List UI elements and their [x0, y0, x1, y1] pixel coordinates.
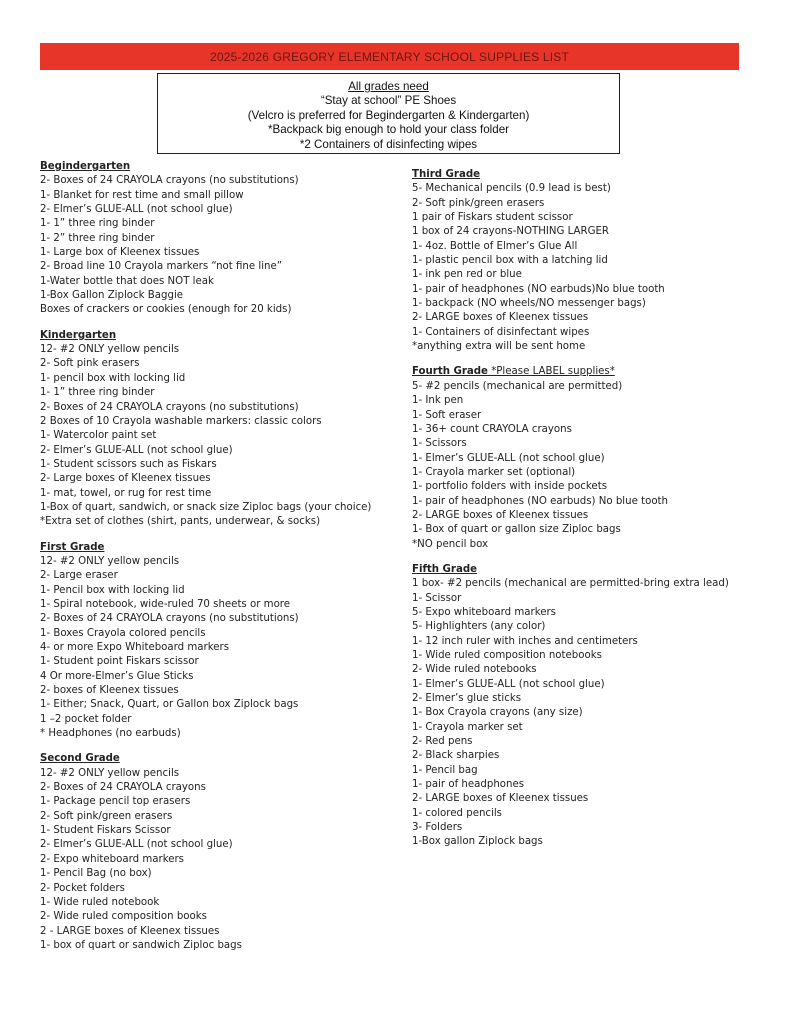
- supply-item: 5- Mechanical pencils (0.9 lead is best): [412, 183, 611, 195]
- supply-item: 1- Watercolor paint set: [40, 430, 157, 442]
- supply-item: 2- Boxes of 24 CRAYOLA crayons: [40, 782, 206, 794]
- supply-item: 2- LARGE boxes of Kleenex tissues: [412, 793, 589, 805]
- supply-item: 12- #2 ONLY yellow pencils: [40, 555, 180, 567]
- supply-item: 2- Boxes of 24 CRAYOLA crayons (no substitutions): [40, 175, 299, 187]
- supply-item: 1- 1” three ring binder: [40, 387, 155, 399]
- supply-item: 2- Soft pink/green erasers: [412, 197, 545, 209]
- supply-item: 1- Crayola marker set: [412, 721, 523, 733]
- supply-item: 2- Large boxes of Kleenex tissues: [40, 473, 211, 485]
- supply-item: 1- Containers of disinfectant wipes: [412, 326, 590, 338]
- left-column: [40, 160, 380, 964]
- supply-item: 2- Expo whiteboard markers: [40, 853, 184, 865]
- supply-item: Boxes of crackers or cookies (enough for 20 kids): [40, 304, 292, 316]
- supply-item: 2- Broad line 10 Crayola markers “not fine line”: [40, 261, 283, 273]
- grade-section: [412, 168, 712, 354]
- section-heading: [40, 329, 380, 343]
- section-heading: [412, 563, 712, 577]
- supply-item: 1-Box of quart, sandwich, or snack size Ziploc bags (your choice): [40, 501, 372, 513]
- supply-item: 1- Spiral notebook, wide-ruled 70 sheets or more: [40, 598, 291, 610]
- section-heading: [412, 365, 712, 379]
- grade-section: [40, 541, 380, 742]
- supply-item: 1- portfolio folders with inside pockets: [412, 481, 608, 493]
- supply-item: 1- Elmer’s GLUE-ALL (not school glue): [412, 678, 605, 690]
- supply-item: 1- Student Fiskars Scissor: [40, 825, 171, 837]
- page-title-banner: [40, 43, 739, 70]
- grade-section: [40, 160, 380, 318]
- supply-item: 1- Ink pen: [412, 395, 464, 407]
- supply-item: 1- pencil box with locking lid: [40, 372, 186, 384]
- supply-item: 1- Soft eraser: [412, 409, 482, 421]
- supply-item: 1- Blanket for rest time and small pillow: [40, 189, 244, 201]
- supply-item: 1 box of 24 crayons-NOTHING LARGER: [412, 226, 610, 238]
- supply-item: 1-Box Gallon Ziplock Baggie: [40, 290, 184, 302]
- supply-item: 1- Pencil bag: [412, 764, 478, 776]
- supply-item: 1- 1” three ring binder: [40, 218, 155, 230]
- supply-item: 1- pair of headphones (NO earbuds)No blue tooth: [412, 283, 665, 295]
- supply-item: 1- Elmer’s GLUE-ALL (not school glue): [412, 452, 605, 464]
- supply-item: 2- Boxes of 24 CRAYOLA crayons (no substitutions): [40, 401, 299, 413]
- supply-item: 1- Student point Fiskars scissor: [40, 656, 199, 668]
- supply-item: 1-Box gallon Ziplock bags: [412, 836, 543, 848]
- supply-item: 2- boxes of Kleenex tissues: [40, 685, 179, 697]
- supply-item: 1- Scissor: [412, 592, 462, 604]
- supply-item: 2- LARGE boxes of Kleenex tissues: [412, 509, 589, 521]
- supply-item: 1- Crayola marker set (optional): [412, 466, 576, 478]
- section-note: *Please LABEL supplies*: [487, 366, 615, 378]
- grade-section: [40, 329, 380, 530]
- grade-section: [412, 563, 729, 850]
- supply-item: 1- 4oz. Bottle of Elmer’s Glue All: [412, 240, 578, 252]
- supply-item: 2- Elmer’s GLUE-ALL (not school glue): [40, 839, 233, 851]
- supply-item: 4- or more Expo Whiteboard markers: [40, 642, 230, 653]
- supply-item: *Extra set of clothes (shirt, pants, underwear, & socks): [40, 516, 321, 528]
- supply-item: 1 box- #2 pencils (mechanical are permitted-bring extra lead): [412, 578, 729, 590]
- supply-item: 1- plastic pencil box with a latching lid: [412, 255, 608, 267]
- all-grades-line: *Backpack big enough to hold your class folder: [267, 123, 510, 137]
- supply-item: 5- Highlighters (any color): [412, 621, 546, 633]
- supply-item: 1- Student scissors such as Fiskars: [40, 458, 217, 470]
- supply-item: 1- Pencil Bag (no box): [40, 868, 152, 880]
- supply-item: 2- Soft pink/green erasers: [40, 810, 173, 822]
- supply-item: 1- Pencil box with locking lid: [40, 584, 185, 596]
- section-heading-label: Second Grade: [40, 753, 120, 765]
- supply-item: 1- box of quart or sandwich Ziploc bags: [40, 939, 242, 951]
- supply-item: 1-Water bottle that does NOT leak: [40, 275, 214, 287]
- all-grades-heading: All grades need: [348, 80, 429, 93]
- section-heading: [40, 160, 380, 174]
- supply-item: 1- Either; Snack, Quart, or Gallon box Ziplock bags: [40, 699, 299, 711]
- supply-item: * Headphones (no earbuds): [40, 728, 181, 740]
- section-heading-label: Kindergarten: [40, 329, 117, 341]
- supply-item: 2- Elmer’s GLUE-ALL (not school glue): [40, 204, 233, 216]
- supply-item: 1- Large box of Kleenex tissues: [40, 247, 200, 259]
- grade-section: [412, 365, 712, 551]
- supply-item: 1- backpack (NO wheels/NO messenger bags): [412, 298, 646, 310]
- supply-item: 1- Package pencil top erasers: [40, 796, 191, 808]
- supply-item: 1 pair of Fiskars student scissor: [412, 212, 573, 224]
- supply-item: 2- Black sharpies: [412, 750, 500, 762]
- supply-item: 1- pair of headphones: [412, 779, 525, 791]
- section-heading: [40, 541, 380, 555]
- right-column: [412, 168, 729, 861]
- supply-item: 2 - LARGE boxes of Kleenex tissues: [40, 925, 220, 937]
- supply-item: 1- 12 inch ruler with inches and centimeters: [412, 635, 638, 647]
- supply-item: 4 Or more-Elmer’s Glue Sticks: [40, 670, 194, 682]
- supply-item: 1- Box Crayola crayons (any size): [412, 707, 583, 719]
- section-heading: [412, 168, 712, 182]
- all-grades-line: (Velcro is preferred for Begindergarten & Kindergarten): [247, 108, 530, 122]
- supply-item: 1- Scissors: [412, 438, 467, 450]
- supply-item: 1 –2 pocket folder: [40, 713, 132, 725]
- section-heading-label: First Grade: [40, 541, 105, 553]
- supply-item: 1- colored pencils: [412, 807, 502, 819]
- supply-item: 2- Soft pink erasers: [40, 358, 140, 370]
- supply-item: 12- #2 ONLY yellow pencils: [40, 344, 180, 356]
- section-heading-label: Fourth Grade: [412, 366, 488, 378]
- section-heading: [40, 752, 380, 766]
- supply-item: 1- pair of headphones (NO earbuds) No blue tooth: [412, 495, 669, 507]
- supply-item: *NO pencil box: [412, 538, 489, 550]
- supply-item: 2- Elmer’s GLUE-ALL (not school glue): [40, 444, 233, 456]
- all-grades-line: *2 Containers of disinfecting wipes: [299, 137, 478, 151]
- grade-section: [40, 752, 380, 953]
- supply-item: 2- Red pens: [412, 736, 473, 748]
- supply-item: 1- 36+ count CRAYOLA crayons: [412, 423, 572, 435]
- page-title: 2025-2026 GREGORY ELEMENTARY SCHOOL SUPPLIES LIST: [209, 49, 570, 64]
- supply-item: 1- 2” three ring binder: [40, 232, 155, 244]
- all-grades-line: “Stay at school” PE Shoes: [320, 94, 457, 108]
- all-grades-box: [157, 73, 620, 154]
- section-heading-label: Begindergarten: [40, 161, 131, 172]
- supply-item: 1- ink pen red or blue: [412, 269, 522, 281]
- section-heading-label: Fifth Grade: [412, 563, 478, 575]
- supply-item: 2- Wide ruled composition books: [40, 911, 207, 923]
- supply-item: 2- Elmer’s glue sticks: [412, 693, 522, 705]
- supply-item: 2- Wide ruled notebooks: [412, 664, 537, 676]
- supply-item: 3- Folders: [412, 822, 463, 834]
- supply-item: *anything extra will be sent home: [412, 341, 586, 353]
- supply-item: 2- LARGE boxes of Kleenex tissues: [412, 312, 589, 324]
- supply-item: 5- Expo whiteboard markers: [412, 606, 556, 618]
- section-heading-label: Third Grade: [412, 169, 481, 180]
- supply-item: 2- Large eraser: [40, 570, 118, 582]
- supply-item: 1- Wide ruled composition notebooks: [412, 650, 602, 661]
- supply-item: 1- Box of quart or gallon size Ziploc bags: [412, 524, 621, 536]
- supply-item: 1- Boxes Crayola colored pencils: [40, 627, 206, 639]
- supply-item: 1- Wide ruled notebook: [40, 896, 160, 908]
- supply-item: 1- mat, towel, or rug for rest time: [40, 487, 212, 499]
- supply-item: 2- Pocket folders: [40, 882, 125, 894]
- supply-item: 2- Boxes of 24 CRAYOLA crayons (no substitutions): [40, 613, 299, 625]
- supply-item: 2 Boxes of 10 Crayola washable markers: classic colors: [40, 415, 322, 427]
- supply-item: 12- #2 ONLY yellow pencils: [40, 767, 180, 779]
- supply-item: 5- #2 pencils (mechanical are permitted): [412, 380, 623, 392]
